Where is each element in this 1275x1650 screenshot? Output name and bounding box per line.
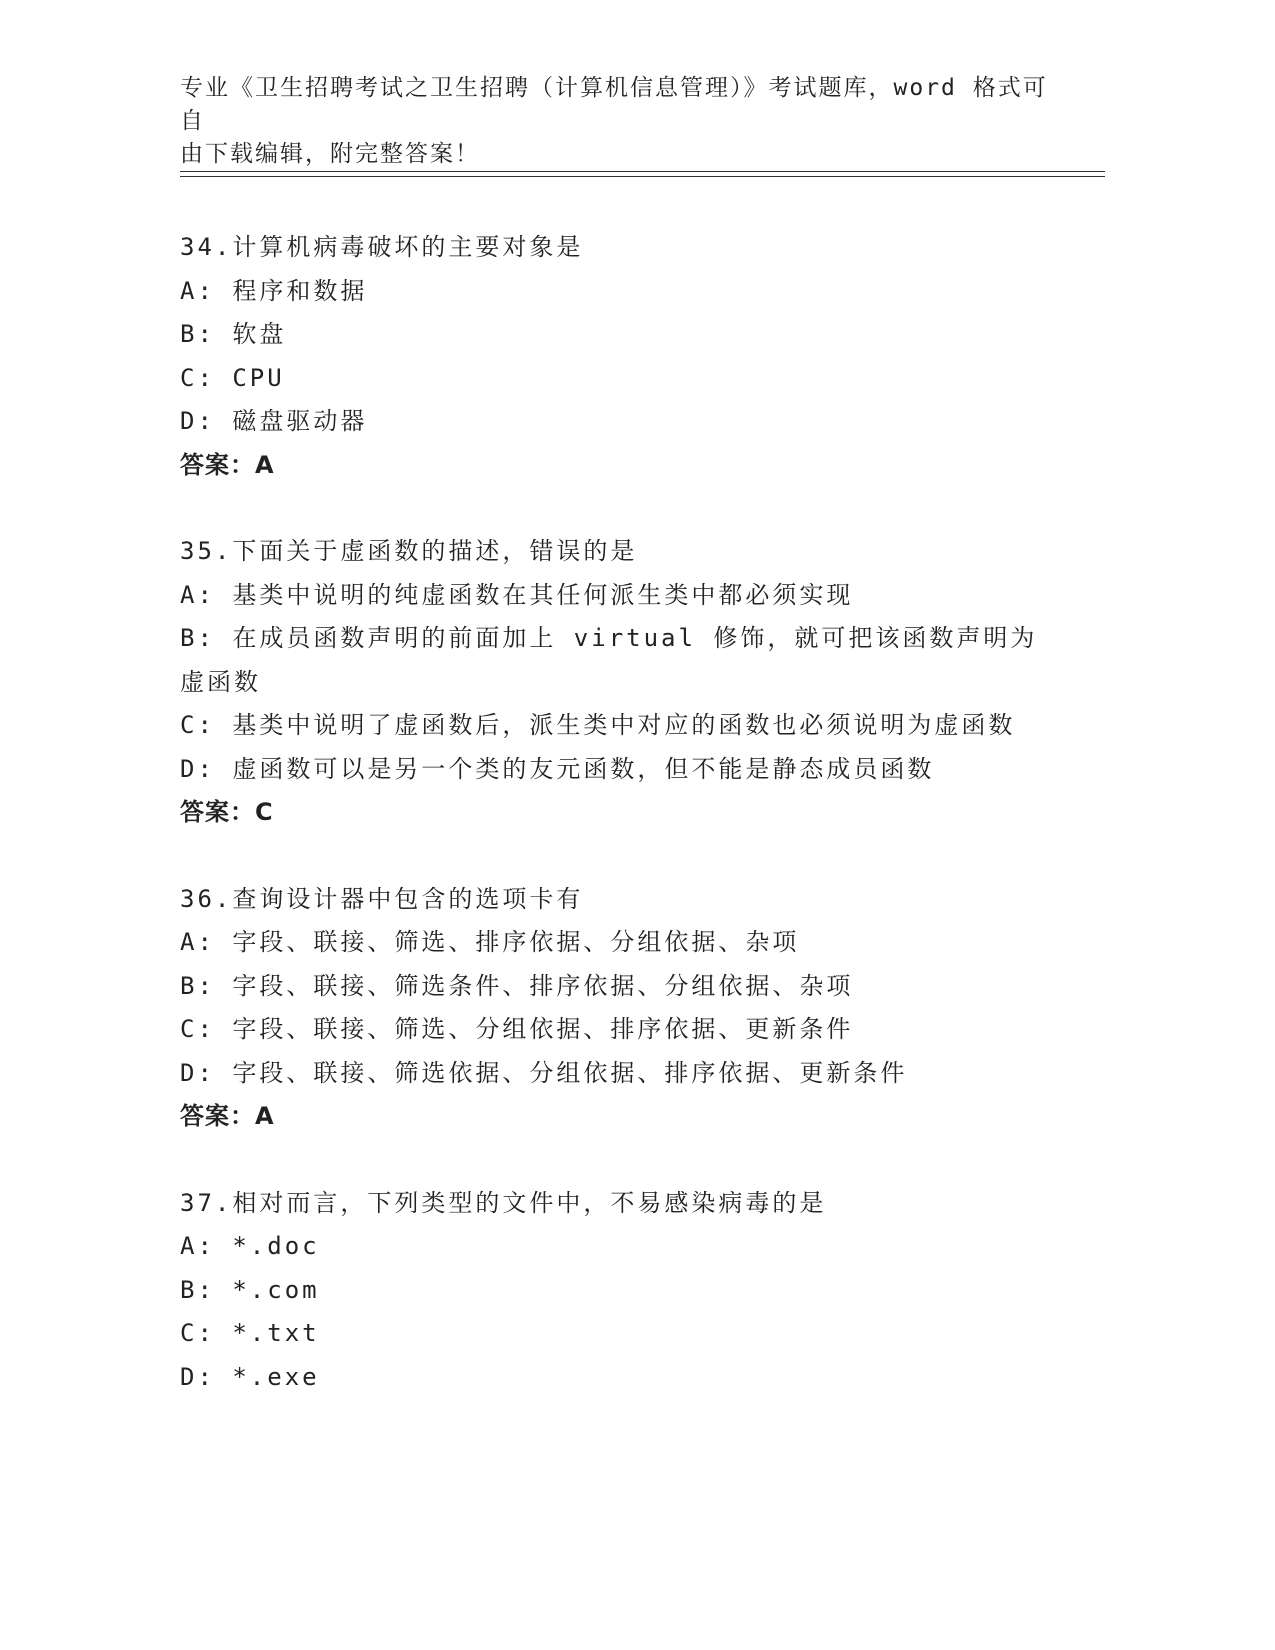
option-d: D: 字段、联接、筛选依据、分组依据、排序依据、更新条件	[180, 1058, 908, 1087]
option-a: A: 程序和数据	[180, 276, 368, 305]
answer-label: 答案：C	[180, 798, 274, 826]
header-divider-bottom	[180, 176, 1105, 177]
header-line-2: 由下载编辑，附完整答案！	[180, 141, 480, 167]
answer-label: 答案：A	[180, 450, 275, 479]
header-line-1: 专业《卫生招聘考试之卫生招聘（计算机信息管理）》考试题库，word 格式可自	[180, 75, 1048, 134]
question-stem: 37.相对而言，下列类型的文件中，不易感染病毒的是	[180, 1188, 827, 1217]
option-c: C: *.txt	[180, 1319, 320, 1347]
option-d: D: 虚函数可以是另一个类的友元函数，但不能是静态成员函数	[180, 754, 935, 783]
option-b: B: 字段、联接、筛选条件、排序依据、分组依据、杂项	[180, 971, 854, 1000]
question-stem: 34.计算机病毒破坏的主要对象是	[180, 233, 584, 261]
option-a: A: 基类中说明的纯虚函数在其任何派生类中都必须实现	[180, 580, 854, 609]
option-d: D: *.exe	[180, 1362, 320, 1391]
answer-label: 答案：A	[180, 1102, 275, 1130]
option-b: B: 在成员函数声明的前面加上 virtual 修饰，就可把该函数声明为虚函数	[180, 624, 1038, 696]
option-d: D: 磁盘驱动器	[180, 407, 368, 435]
question-34	[180, 226, 1060, 487]
question-stem: 36.查询设计器中包含的选项卡有	[180, 884, 584, 913]
question-36	[180, 878, 1060, 1139]
option-b: B: *.com	[180, 1275, 320, 1304]
question-37	[180, 1182, 1060, 1400]
document-header	[180, 72, 1060, 171]
header-divider-top	[180, 171, 1105, 172]
option-c: C: 字段、联接、筛选、分组依据、排序依据、更新条件	[180, 1015, 854, 1043]
question-stem: 35.下面关于虚函数的描述，错误的是	[180, 537, 638, 565]
question-35	[180, 530, 1060, 835]
option-c: C: CPU	[180, 363, 285, 392]
option-a: A: *.doc	[180, 1232, 320, 1260]
option-b: B: 软盘	[180, 320, 287, 348]
option-a: A: 字段、联接、筛选、排序依据、分组依据、杂项	[180, 928, 800, 956]
question-list	[180, 226, 1060, 1442]
option-c: C: 基类中说明了虚函数后，派生类中对应的函数也必须说明为虚函数	[180, 711, 1016, 739]
